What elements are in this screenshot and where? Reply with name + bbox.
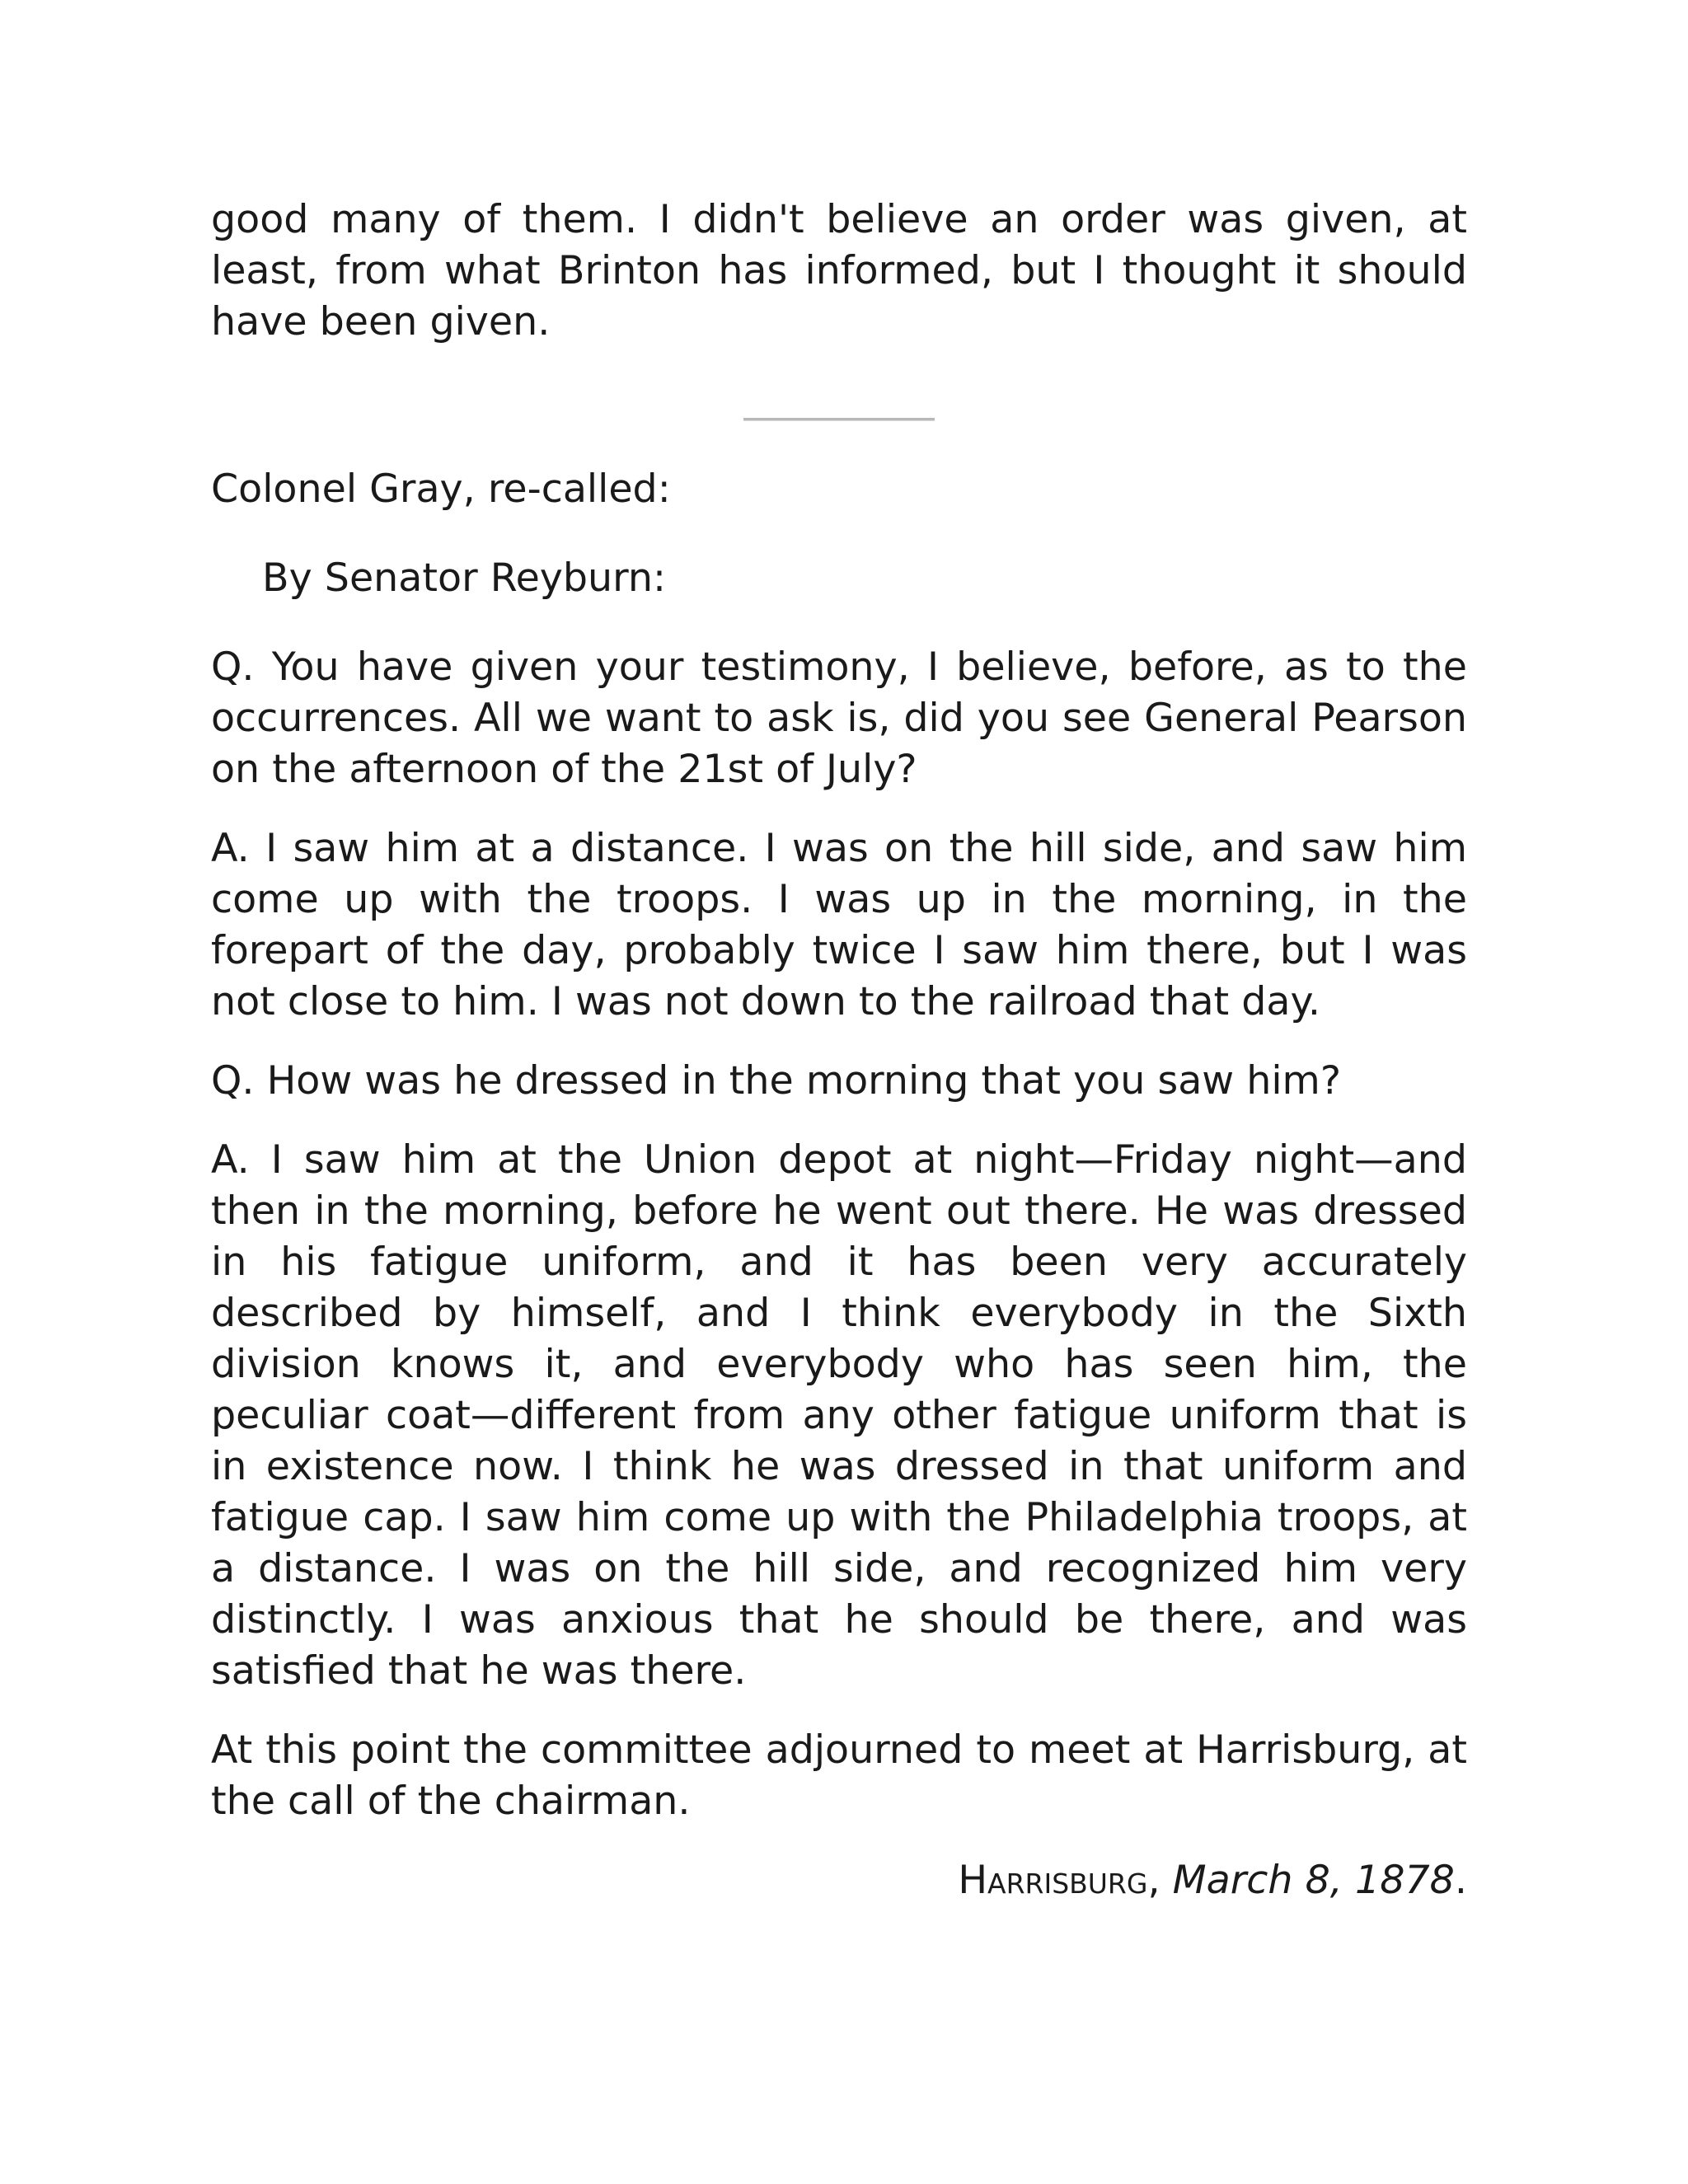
- answer-paragraph: A. I saw him at the Union depot at night—Friday night—and then in the morning, before he went out there. He was dressed in his fatigue uniform, and it has been very accurately described by himself, and I think everybody in the Sixth division knows it, and everybody who has seen him, the peculiar coat—different from any other fatigue uniform that is in existence now. I think he was dressed in that uniform and fatigue cap. I saw him come up with the Philadelphia troops, at a distance. I was on the hill side, and recognized him very distinctly. I was anxious that he should be there, and was satisfied that he was there.: [211, 1137, 1467, 1694]
- witness-heading: Colonel Gray, re-called:: [211, 466, 671, 512]
- examiner-line: By Senator Reyburn:: [262, 555, 666, 601]
- answer-paragraph: A. I saw him at a distance. I was on the hill side, and saw him come up with the troops. I was up in the morning, in the forepart of the day, probably twice I saw him there, but I was not close to him. I was not down to the railroad that day.: [211, 826, 1467, 1024]
- section-divider: [743, 418, 935, 421]
- dateline-separator: ,: [1147, 1858, 1173, 1903]
- continuation-paragraph: good many of them. I didn't believe an order was given, at least, from what Brinton has informed, but I thought it should have been given.: [211, 197, 1467, 344]
- closing-paragraph: At this point the committee adjourned to meet at Harrisburg, at the call of the chairman.: [211, 1727, 1467, 1824]
- question-paragraph: Q. How was he dressed in the morning that you saw him?: [211, 1058, 1342, 1104]
- dateline-end: .: [1454, 1858, 1467, 1903]
- dateline: [211, 1855, 1467, 1906]
- dateline-place: Harrisburg: [958, 1858, 1148, 1903]
- dateline-date: March 8, 1878: [1172, 1858, 1455, 1903]
- document-page: [211, 194, 1467, 1906]
- question-paragraph: Q. You have given your testimony, I believe, before, as to the occurrences. All we want to ask is, did you see General Pearson on the afternoon of the 21st of July?: [211, 644, 1467, 792]
